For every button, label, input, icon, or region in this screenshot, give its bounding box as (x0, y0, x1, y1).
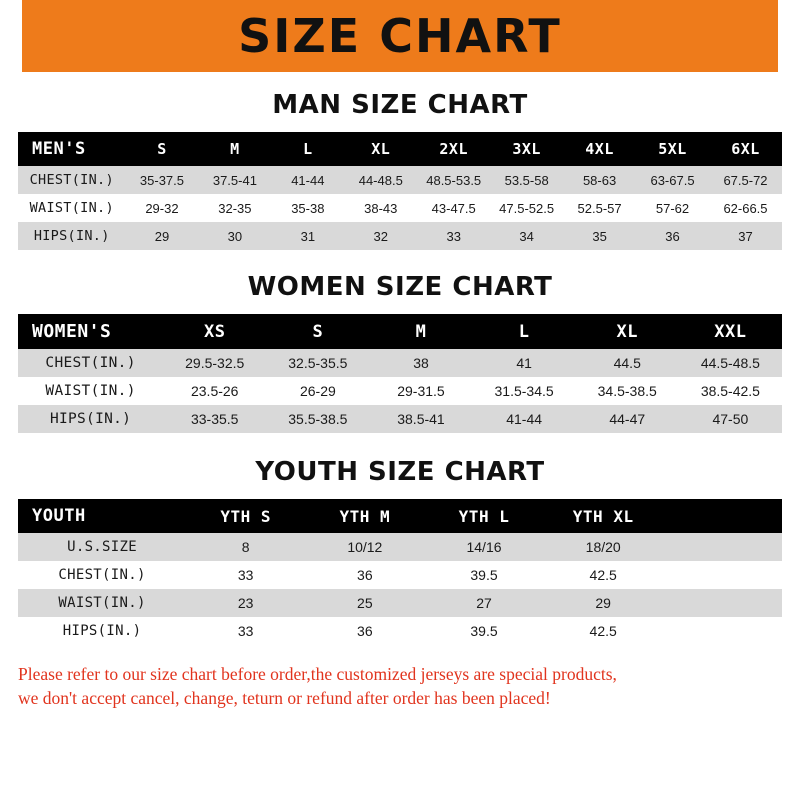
cell: 34.5-38.5 (597, 383, 657, 399)
cell: 29-31.5 (397, 383, 445, 399)
cell: 42.5 (589, 567, 617, 583)
col-header-4xl: 4XL (585, 140, 614, 158)
cell: 36 (357, 623, 373, 639)
col-header-yth-l: YTH L (458, 506, 510, 526)
col-header-2xl: 2XL (439, 140, 468, 158)
cell: 32.5-35.5 (288, 355, 348, 371)
page-title: SIZE CHART (238, 9, 562, 63)
cell: 63-67.5 (650, 172, 695, 188)
table-row (18, 405, 782, 433)
row-label: CHEST(IN.) (58, 567, 146, 583)
cell: 25 (357, 595, 373, 611)
col-header-yth-s: YTH S (220, 506, 271, 526)
banner-notch-right (778, 0, 800, 72)
cell: 33-35.5 (190, 411, 239, 427)
row-label: HIPS(IN.) (62, 623, 142, 639)
cell: 58-63 (582, 172, 617, 188)
table-row (18, 617, 782, 645)
cell: 41 (516, 355, 532, 371)
cell: 41-44 (506, 411, 543, 427)
cell: 29-32 (145, 200, 179, 216)
cell: 39.5 (470, 623, 498, 639)
footer-line-2: we don't accept cancel, change, teturn or refund after order has been placed! (18, 687, 551, 708)
cell: 67.5-72 (723, 172, 768, 188)
women-size-table (18, 314, 782, 433)
cell: 41-44 (291, 172, 325, 188)
header-banner (0, 0, 800, 72)
col-header-3xl: 3XL (512, 140, 541, 158)
cell: 47-50 (712, 411, 749, 427)
cell: 44-47 (609, 411, 646, 427)
table-row (18, 222, 782, 250)
cell: 31 (300, 228, 316, 244)
cell: 14/16 (466, 539, 502, 555)
cell: 38.5-42.5 (700, 383, 760, 399)
table-row (18, 349, 782, 377)
cell: 35-37.5 (139, 172, 184, 188)
banner-notch-left (0, 0, 22, 72)
table-row (18, 561, 782, 589)
cell: 44-48.5 (358, 172, 403, 188)
col-header-xl: XL (616, 321, 638, 342)
col-header-blank (663, 499, 782, 533)
cell: 27 (476, 595, 492, 611)
cell: 35 (592, 228, 607, 244)
cell: 62-66.5 (723, 200, 768, 216)
col-header-m: M (415, 321, 427, 342)
row-label: CHEST(IN.) (45, 355, 136, 371)
cell: 48.5-53.5 (426, 172, 482, 188)
cell: 57-62 (655, 200, 690, 216)
col-header-men: MEN'S (32, 139, 86, 159)
cell: 36 (665, 228, 680, 244)
youth-section-title: YOUTH SIZE CHART (255, 457, 545, 487)
row-label: HIPS(IN.) (33, 228, 110, 244)
col-header-xxl: XXL (714, 321, 747, 342)
table-row (18, 377, 782, 405)
cell (663, 617, 782, 645)
col-header-l: L (303, 140, 313, 158)
row-label: WAIST(IN.) (45, 383, 136, 399)
cell (663, 533, 782, 561)
table-header-row (18, 132, 782, 166)
col-header-xs: XS (203, 321, 226, 342)
col-header-5xl: 5XL (658, 140, 687, 158)
table-row (18, 194, 782, 222)
cell: 29 (595, 595, 611, 611)
row-label: U.S.SIZE (67, 539, 137, 555)
cell: 47.5-52.5 (499, 200, 555, 216)
cell: 23 (237, 595, 254, 611)
table-row (18, 166, 782, 194)
col-header-yth-xl: YTH XL (572, 506, 634, 526)
col-header-yth-m: YTH M (339, 506, 391, 526)
cell: 53.5-58 (504, 172, 549, 188)
cell: 36 (357, 567, 373, 583)
cell: 52.5-57 (577, 200, 622, 216)
cell: 44.5-48.5 (700, 355, 760, 371)
row-label: HIPS(IN.) (49, 411, 132, 427)
cell: 10/12 (347, 539, 383, 555)
cell: 29.5-32.5 (185, 355, 245, 371)
table-row (18, 589, 782, 617)
row-label: WAIST(IN.) (29, 200, 114, 216)
cell: 33 (446, 228, 461, 244)
col-header-womens: WOMEN'S (32, 321, 112, 342)
table-header-row (18, 314, 782, 349)
man-size-table (18, 132, 782, 250)
col-header-s: S (312, 321, 324, 342)
cell: 8 (241, 539, 250, 555)
cell: 38 (413, 355, 429, 371)
col-header-l: L (518, 321, 530, 342)
footer-line-1: Please refer to our size chart before order,the customized jerseys are special products, (18, 664, 617, 684)
row-label: WAIST(IN.) (58, 595, 146, 611)
cell: 32-35 (218, 200, 252, 216)
col-header-m: M (230, 140, 240, 158)
cell: 38-43 (364, 200, 398, 216)
content-area (0, 90, 800, 645)
col-header-6xl: 6XL (731, 140, 760, 158)
youth-size-table (18, 499, 782, 645)
col-header-youth: YOUTH (32, 506, 86, 526)
man-section-title: MAN SIZE CHART (272, 90, 528, 120)
cell (663, 589, 782, 617)
col-header-s: S (157, 140, 167, 158)
cell: 38.5-41 (397, 411, 445, 427)
cell: 44.5 (613, 355, 641, 371)
table-row (18, 533, 782, 561)
cell: 35.5-38.5 (288, 411, 348, 427)
cell: 29 (154, 228, 170, 244)
cell: 30 (227, 228, 243, 244)
cell: 23.5-26 (190, 383, 239, 399)
cell: 37.5-41 (212, 172, 257, 188)
women-section-title: WOMEN SIZE CHART (247, 272, 553, 302)
row-label: CHEST(IN.) (29, 172, 114, 188)
cell: 31.5-34.5 (494, 383, 554, 399)
cell: 35-38 (291, 200, 325, 216)
cell: 34 (519, 228, 534, 244)
cell: 26-29 (299, 383, 336, 399)
cell: 37 (738, 228, 753, 244)
cell: 43-47.5 (431, 200, 476, 216)
cell: 39.5 (470, 567, 498, 583)
col-header-xl: XL (371, 140, 391, 158)
cell: 42.5 (589, 623, 617, 639)
cell: 33 (237, 623, 254, 639)
cell: 33 (237, 567, 254, 583)
table-header-row (18, 499, 782, 533)
cell: 32 (373, 228, 388, 244)
cell: 18/20 (585, 539, 621, 555)
cell (663, 561, 782, 589)
footer-disclaimer (0, 663, 800, 710)
